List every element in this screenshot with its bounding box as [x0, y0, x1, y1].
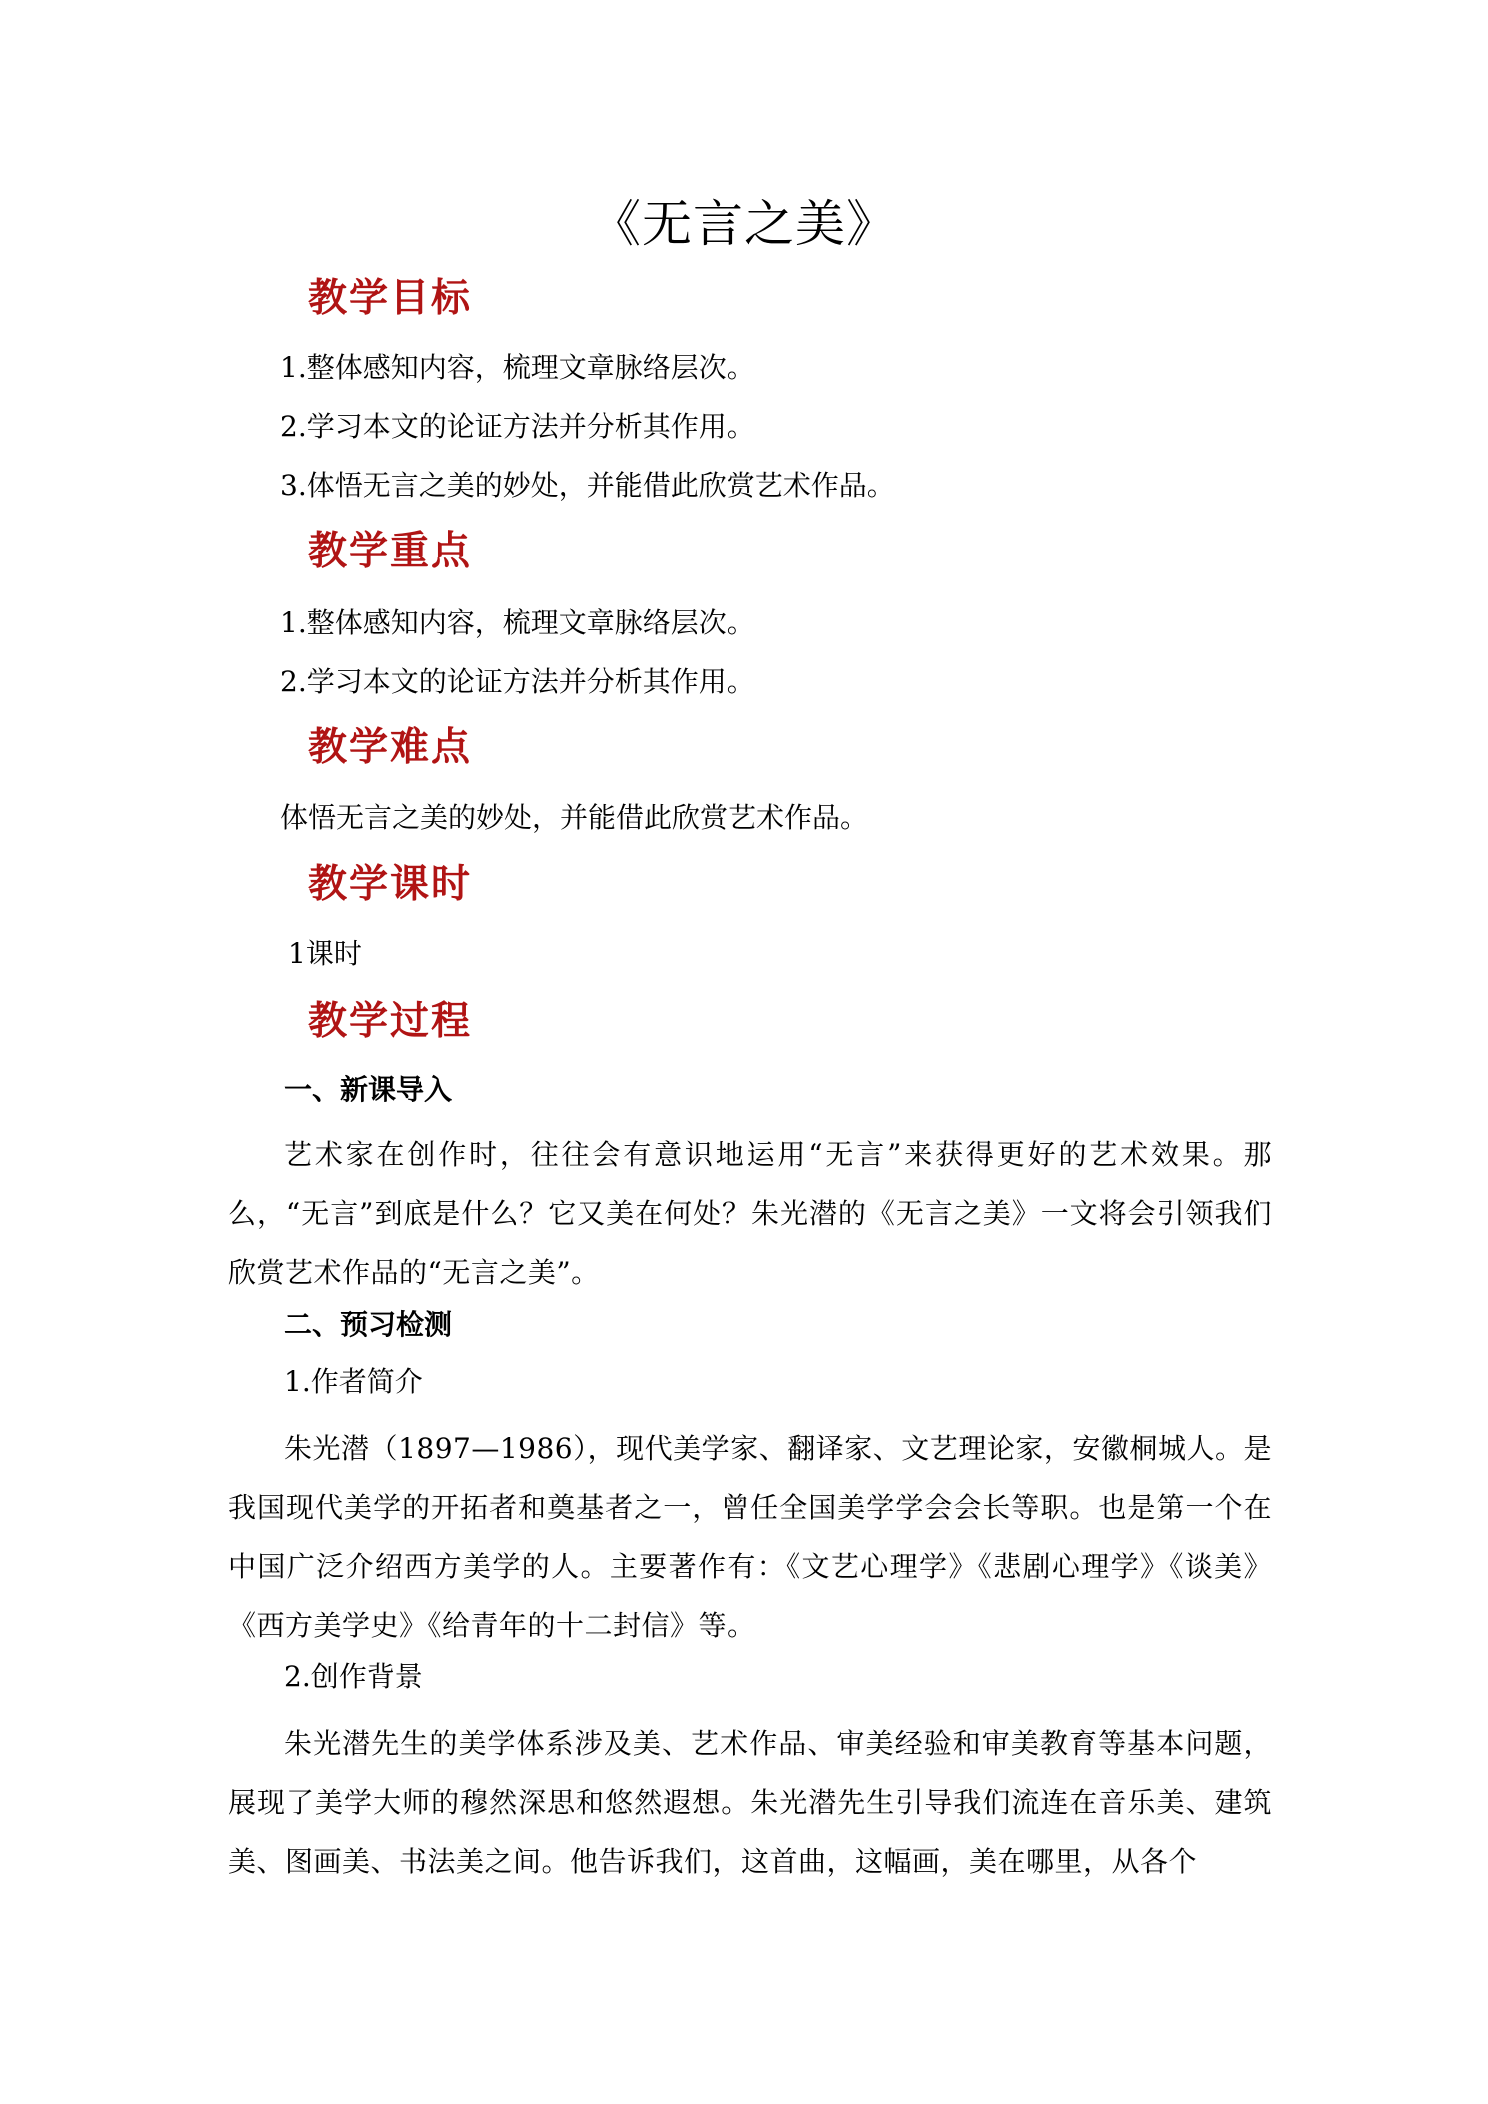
- paragraph-background: 朱光潜先生的美学体系涉及美、艺术作品、审美经验和审美教育等基本问题，展现了美学大师的穆然深思和悠然遐想。朱光潜先生引导我们流连在音乐美、建筑美、图画美、书法美之间。他告诉我们，这首曲，这幅画，美在哪里，从各个: [228, 1727, 1272, 1878]
- objective-item-3: 3.体悟无言之美的妙处，并能借此欣赏艺术作品。: [280, 469, 895, 502]
- key-point-item-2: 2.学习本文的论证方法并分析其作用。: [280, 665, 755, 698]
- subheading-preview: 二、预习检测: [284, 1308, 453, 1341]
- heading-difficulties: 教学难点: [308, 724, 473, 770]
- subheading-new-lesson: 一、新课导入: [284, 1073, 453, 1106]
- objective-item-1: 1.整体感知内容，梳理文章脉络层次。: [280, 351, 755, 384]
- key-point-item-1: 1.整体感知内容，梳理文章脉络层次。: [280, 606, 755, 639]
- paragraph-new-lesson: 艺术家在创作时，往往会有意识地运用“无言”来获得更好的艺术效果。那么，“无言”到底是什么？它又美在何处？朱光潜的《无言之美》一文将会引领我们欣赏艺术作品的“无言之美”。: [228, 1138, 1272, 1289]
- objective-item-2: 2.学习本文的论证方法并分析其作用。: [280, 410, 755, 443]
- label-background: 2.创作背景: [284, 1660, 423, 1693]
- heading-objectives: 教学目标: [308, 275, 473, 321]
- difficulty-text: 体悟无言之美的妙处，并能借此欣赏艺术作品。: [280, 801, 869, 834]
- label-author-intro: 1.作者简介: [284, 1365, 423, 1398]
- heading-periods: 教学课时: [308, 861, 473, 907]
- paragraph-author-intro: 朱光潜（1897—1986），现代美学家、翻译家、文艺理论家，安徽桐城人。是我国现代美学的开拓者和奠基者之一，曾任全国美学学会会长等职。也是第一个在中国广泛介绍西方美学的人。主要著作有：《文艺心理学》《悲剧心理学》《谈美》《西方美学史》《给青年的十二封信》等。: [228, 1432, 1272, 1642]
- heading-process: 教学过程: [308, 998, 473, 1044]
- periods-text: 1课时: [288, 937, 362, 970]
- heading-key-points: 教学重点: [308, 528, 473, 574]
- document-title: 《无言之美》: [591, 195, 897, 253]
